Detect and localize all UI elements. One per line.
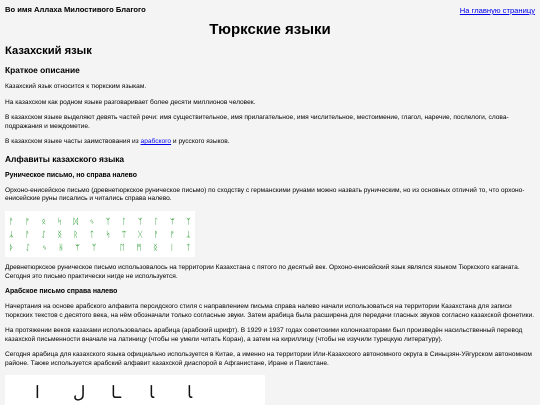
rune-glyph: ᛚ [153, 216, 159, 226]
overview-paragraph-1: Казахский язык относится к тюркским языкам. [5, 83, 147, 90]
rune-glyph: ᛇ [25, 242, 31, 252]
rune-glyph: ᚠ [169, 229, 175, 239]
top-bar [0, 0, 540, 18]
arabic-letter: ل [73, 383, 86, 404]
overview-paragraph-3: В казахском языке выделяют девять частей речи: имя существительное, имя прилагательное, имя числительное, местоимение, глагол, наречие, послелоги, слова-подражания и междометие. [5, 114, 509, 130]
rune-glyph: ᚦ [9, 242, 14, 252]
arabic-paragraph-1: Начертания на основе арабского алфавита персидского стиля с направлением письма справа налево начали использоваться на территории Казахстана для записи тюркских текстов с десятого века, на нём обозначали только согласные звуки. Затем арабица была расширена для передачи гласных звуков согласно казахской фонетики. [5, 303, 535, 319]
rune-glyph: ᛘ [169, 216, 175, 226]
rune-glyph: ᛉ [137, 216, 143, 226]
rune-glyph: ᛇ [41, 229, 46, 239]
arabic-language-link[interactable]: арабского [140, 138, 172, 146]
rune-glyph: ᛏ [186, 242, 191, 252]
rune-glyph: ᚨ [25, 229, 30, 239]
rune-glyph: ᛟ [41, 216, 46, 226]
rune-glyph: ᚷ [137, 229, 143, 239]
overview-p4-after: и русского языков. [171, 138, 230, 146]
rune-glyph: ᛝ [57, 229, 63, 239]
rune-glyph: ᚨ [153, 229, 159, 239]
rune-glyph: ᛁ [169, 242, 175, 252]
rune-glyph: ᛉ [91, 242, 97, 252]
overview-paragraph-2: На казахском как родном языке разговаривает более десяти миллионов человек. [5, 98, 256, 106]
overview-p4-before: В казахском языке часты заимствования из [5, 138, 141, 146]
home-link[interactable]: На главную страницу [459, 6, 535, 15]
rune-glyph: ᛉ [186, 216, 191, 226]
runic-heading: Руническое письмо, но справа налево [5, 171, 137, 179]
blessing-text: Во имя Аллаха Милостивого Благого [5, 5, 146, 14]
rune-glyph: ᚨ [9, 216, 14, 226]
rune-glyph: ᛚ [121, 216, 127, 226]
rune-glyph: ᛗ [136, 242, 142, 252]
overview-paragraph-4 [5, 138, 535, 147]
rune-glyph: ᛋ [105, 229, 111, 239]
rune-glyph: ᚠ [25, 216, 30, 226]
rune-glyph: ᛠ [121, 229, 127, 239]
rune-glyph: ᛝ [152, 242, 158, 252]
rune-row-3 [9, 241, 191, 254]
main-content [0, 45, 540, 405]
alphabets-heading: Алфавиты казахского языка [5, 153, 125, 164]
runic-paragraph-1: Орхоно-енисейское письмо (древнетюркское руническое письмо) по сходству с германскими рунами можно назвать руническим, но из основных отличий то, что орхоно-енисейские руны писались и читались справа налево. [5, 186, 525, 203]
rune-glyph: ᛃ [42, 242, 47, 252]
runic-paragraph-2: Древнетюркское руническое письмо использовалось на территории Казахстана с пятого по десятый век. Орхоно-енисейский язык являлся языком Тюркского каганата. Сегодня это письмо практически нигде не используется. [5, 263, 520, 280]
rune-glyph: ᛣ [186, 229, 191, 239]
rune-glyph: ᛏ [89, 229, 95, 239]
rune-row-1 [9, 215, 191, 228]
rune-glyph: ᚺ [58, 242, 64, 252]
rune-glyph: ᛃ [89, 216, 95, 226]
runic-alphabet-image [5, 211, 195, 257]
rune-glyph: ᛦ [9, 229, 14, 239]
rune-glyph: ᛉ [105, 216, 111, 226]
arabic-letter: ﺎ [187, 383, 193, 404]
rune-glyph: ᛞ [73, 216, 79, 226]
arabic-paragraph-2: На протяжении веков казахами использовалась арабица (арабский шрифт). В 1929 и 1937 годах советскими колонизаторами был произведён насильственный перевод казахской письменности вначале на латиницу (чтобы не умели читать Коран), а затем на кириллицу (чтобы не изучили турецкую литературу). [5, 327, 523, 343]
rune-row-2 [9, 228, 191, 241]
rune-glyph: ᛘ [75, 242, 80, 252]
arabic-paragraph-3: Сегодня арабица для казахского языка официально используется в Китае, а именно на территории Или-Казахского автономного округа в Синьцзян-Уйгурском автономном районе. Также используется арабский алфавит казахской диаспорой в Афганистане, Иране и Пакистане. [5, 351, 532, 367]
rune-glyph: ᛋ [57, 216, 63, 226]
arabic-script-heading: Арабское письмо справа налево [5, 288, 118, 296]
arabic-letter: ﺎ [149, 383, 155, 404]
rune-glyph: ᚱ [73, 229, 79, 239]
overview-heading: Краткое описание [5, 65, 80, 75]
arabic-letter: ا [35, 383, 40, 404]
section-title: Казахский язык [5, 45, 92, 57]
rune-glyph: ᛖ [119, 242, 125, 252]
arabic-letter: ـا [111, 383, 122, 404]
arabic-letters-image [5, 375, 265, 405]
page-title: Тюркские языки [209, 21, 331, 38]
